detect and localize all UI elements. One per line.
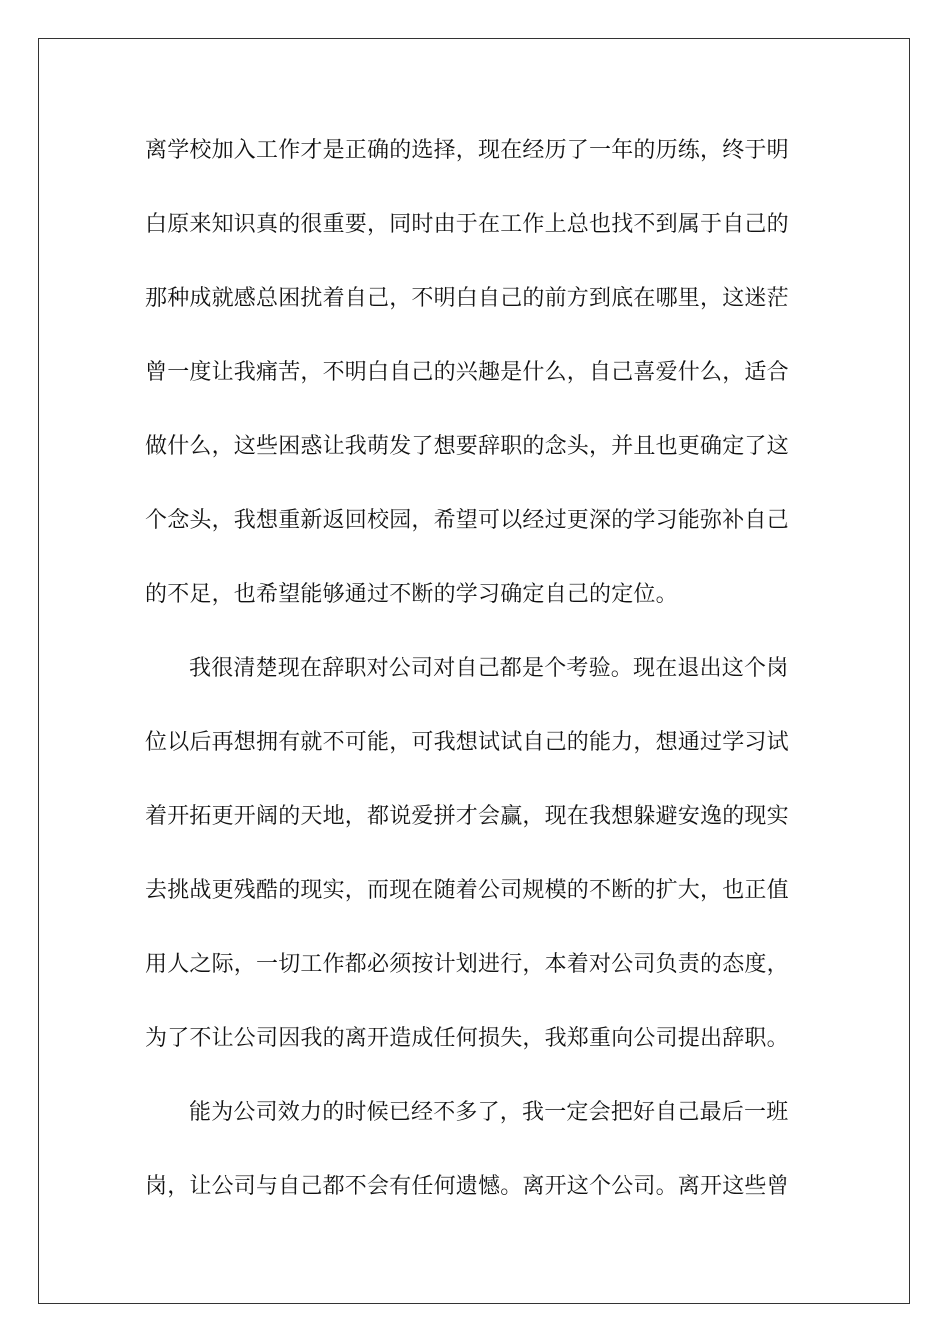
text-line: 位以后再想拥有就不可能，可我想试试自己的能力，想通过学习试 — [145, 730, 789, 755]
text-line: 的不足，也希望能够通过不断的学习确定自己的定位。 — [145, 582, 678, 607]
document-body — [145, 128, 805, 1238]
text-line: 离学校加入工作才是正确的选择，现在经历了一年的历练，终于明 — [145, 138, 789, 163]
paragraph-start-line: 能为公司效力的时候已经不多了，我一定会把好自己最后一班 — [189, 1100, 789, 1125]
paragraph-start-line: 我很清楚现在辞职对公司对自己都是个考验。现在退出这个岗 — [189, 656, 789, 681]
text-line: 那种成就感总困扰着自己，不明白自己的前方到底在哪里，这迷茫 — [145, 286, 789, 311]
text-line: 去挑战更残酷的现实，而现在随着公司规模的不断的扩大，也正值 — [145, 878, 789, 903]
text-line: 为了不让公司因我的离开造成任何损失，我郑重向公司提出辞职。 — [145, 1026, 789, 1051]
text-line: 曾一度让我痛苦，不明白自己的兴趣是什么，自己喜爱什么，适合 — [145, 360, 789, 385]
text-line: 个念头，我想重新返回校园，希望可以经过更深的学习能弥补自己 — [145, 508, 789, 533]
text-line: 做什么，这些困惑让我萌发了想要辞职的念头，并且也更确定了这 — [145, 434, 789, 459]
text-line: 岗，让公司与自己都不会有任何遗憾。离开这个公司。离开这些曾 — [145, 1174, 789, 1199]
text-line: 白原来知识真的很重要，同时由于在工作上总也找不到属于自己的 — [145, 212, 789, 237]
text-line: 着开拓更开阔的天地，都说爱拼才会赢，现在我想躲避安逸的现实 — [145, 804, 789, 829]
text-line: 用人之际，一切工作都必须按计划进行，本着对公司负责的态度， — [145, 952, 789, 977]
